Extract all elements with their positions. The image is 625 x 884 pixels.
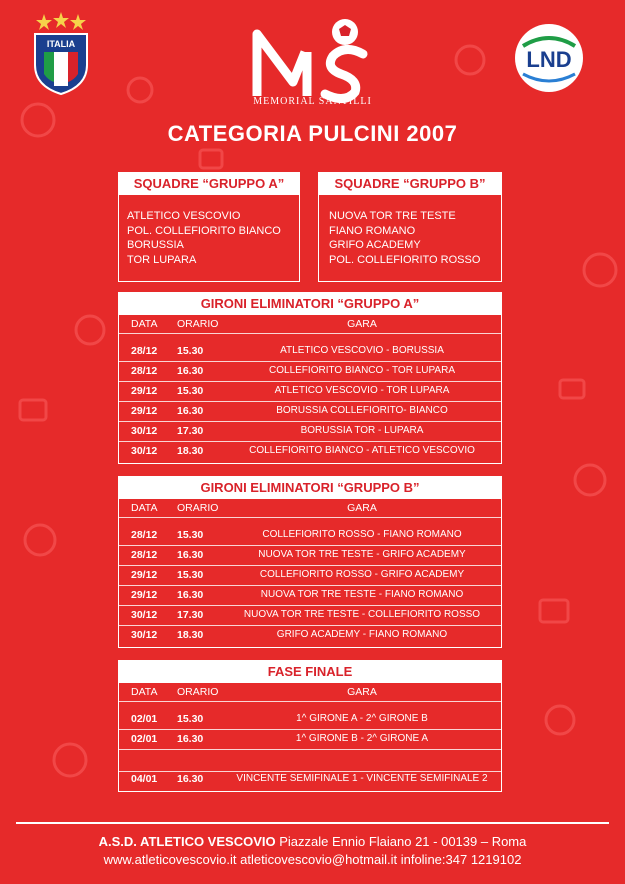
row-time: 15.30 [177, 385, 204, 397]
table-row [119, 441, 501, 461]
group-a-teams-title: SQUADRE “GRUPPO A” [118, 172, 300, 195]
final-phase [118, 660, 502, 792]
table-row [119, 769, 501, 789]
row-date: 29/12 [131, 589, 158, 601]
footer-address: Piazzale Ennio Flaiano 21 - 00139 – Roma [279, 834, 527, 849]
table-row [119, 565, 501, 586]
row-date: 29/12 [131, 385, 158, 397]
schedule-group-b-title: GIRONI ELIMINATORI “GRUPPO B” [118, 476, 502, 499]
team-item: FIANO ROMANO [329, 224, 416, 237]
row-game: NUOVA TOR TRE TESTE - GRIFO ACADEMY [258, 549, 466, 560]
schedule-header-row [119, 683, 501, 702]
row-time: 18.30 [177, 629, 204, 641]
col-date-header: DATA [131, 686, 158, 698]
table-row [119, 625, 501, 645]
table-row [119, 709, 501, 730]
col-time-header: ORARIO [177, 502, 219, 514]
lnd-logo [509, 20, 589, 95]
row-time: 16.30 [177, 549, 204, 561]
row-time: 16.30 [177, 589, 204, 601]
footer-address-line [0, 834, 625, 849]
table-row [119, 545, 501, 566]
table-row [119, 361, 501, 382]
row-time: 15.30 [177, 529, 204, 541]
row-game: NUOVA TOR TRE TESTE - COLLEFIORITO ROSSO [243, 609, 481, 620]
table-row [119, 729, 501, 750]
row-time: 15.30 [177, 345, 204, 357]
group-a-teams-box [118, 172, 300, 282]
schedule-header-row [119, 315, 501, 334]
col-time-header: ORARIO [177, 318, 219, 330]
team-item: POL. COLLEFIORITO BIANCO [127, 224, 281, 237]
memorial-subtitle: MEMORIAL SANTILLI [253, 96, 372, 107]
row-time: 15.30 [177, 713, 204, 725]
schedule-group-a [118, 292, 502, 464]
row-game: ATLETICO VESCOVIO - BORUSSIA [280, 345, 444, 356]
row-game: COLLEFIORITO BIANCO - ATLETICO VESCOVIO [249, 445, 475, 456]
row-game: COLLEFIORITO ROSSO - GRIFO ACADEMY [259, 569, 465, 580]
row-game: COLLEFIORITO ROSSO - FIANO ROMANO [262, 529, 462, 540]
group-b-teams-title: SQUADRE “GRUPPO B” [318, 172, 502, 195]
schedule-group-b [118, 476, 502, 648]
row-date: 30/12 [131, 609, 158, 621]
footer-club-name: A.S.D. ATLETICO VESCOVIO [98, 834, 276, 849]
row-game: COLLEFIORITO BIANCO - TOR LUPARA [269, 365, 455, 376]
row-game: ATLETICO VESCOVIO - TOR LUPARA [274, 385, 450, 396]
row-game: BORUSSIA COLLEFIORITO- BIANCO [276, 405, 448, 416]
page-title: CATEGORIA PULCINI 2007 [167, 121, 458, 146]
row-date: 28/12 [131, 345, 158, 357]
col-time-header: ORARIO [177, 686, 219, 698]
row-date: 02/01 [131, 733, 158, 745]
table-row [119, 585, 501, 606]
table-row [119, 341, 501, 362]
row-time: 18.30 [177, 445, 204, 457]
group-b-teams-box [318, 172, 502, 282]
row-game: 1^ GIRONE B - 2^ GIRONE A [295, 733, 429, 744]
row-game: GRIFO ACADEMY - FIANO ROMANO [276, 629, 448, 640]
schedule-group-a-title: GIRONI ELIMINATORI “GRUPPO A” [118, 292, 502, 315]
team-item: TOR LUPARA [127, 253, 197, 266]
table-row [119, 401, 501, 422]
row-time: 15.30 [177, 569, 204, 581]
row-time: 17.30 [177, 609, 204, 621]
row-date: 30/12 [131, 629, 158, 641]
row-date: 02/01 [131, 713, 158, 725]
table-row [119, 381, 501, 402]
svg-text:LND: LND [526, 47, 572, 72]
footer-divider [16, 822, 609, 824]
table-row [119, 421, 501, 442]
team-item: POL. COLLEFIORITO ROSSO [329, 253, 481, 266]
team-item: GRIFO ACADEMY [329, 239, 421, 252]
figc-text: ITALIA [46, 39, 76, 49]
footer-contacts: www.atleticovescovio.it atleticovescovio@hotmail.it infoline:347 1219102 [103, 852, 522, 867]
row-time: 16.30 [177, 405, 204, 417]
team-item: NUOVA TOR TRE TESTE [329, 210, 456, 222]
row-date: 29/12 [131, 405, 158, 417]
table-row [119, 605, 501, 626]
row-date: 28/12 [131, 365, 158, 377]
col-game-header: GARA [347, 318, 377, 330]
team-item: ATLETICO VESCOVIO [127, 210, 241, 222]
row-game: NUOVA TOR TRE TESTE - FIANO ROMANO [260, 589, 464, 600]
row-game: VINCENTE SEMIFINALE 1 - VINCENTE SEMIFINALE 2 [236, 773, 488, 784]
row-date: 04/01 [131, 773, 158, 785]
col-game-header: GARA [347, 686, 377, 698]
row-time: 16.30 [177, 365, 204, 377]
row-game: BORUSSIA TOR - LUPARA [300, 425, 424, 436]
row-date: 28/12 [131, 549, 158, 561]
row-time: 16.30 [177, 733, 204, 745]
table-row [119, 525, 501, 546]
team-item: BORUSSIA [127, 239, 184, 252]
row-time: 17.30 [177, 425, 204, 437]
figc-logo [32, 10, 90, 96]
col-date-header: DATA [131, 502, 158, 514]
col-date-header: DATA [131, 318, 158, 330]
final-phase-title: FASE FINALE [118, 660, 502, 683]
schedule-header-row [119, 499, 501, 518]
col-game-header: GARA [347, 502, 377, 514]
row-date: 30/12 [131, 425, 158, 437]
row-game: 1^ GIRONE A - 2^ GIRONE B [296, 713, 428, 724]
row-time: 16.30 [177, 773, 204, 785]
row-date: 28/12 [131, 529, 158, 541]
row-date: 30/12 [131, 445, 158, 457]
row-date: 29/12 [131, 569, 158, 581]
